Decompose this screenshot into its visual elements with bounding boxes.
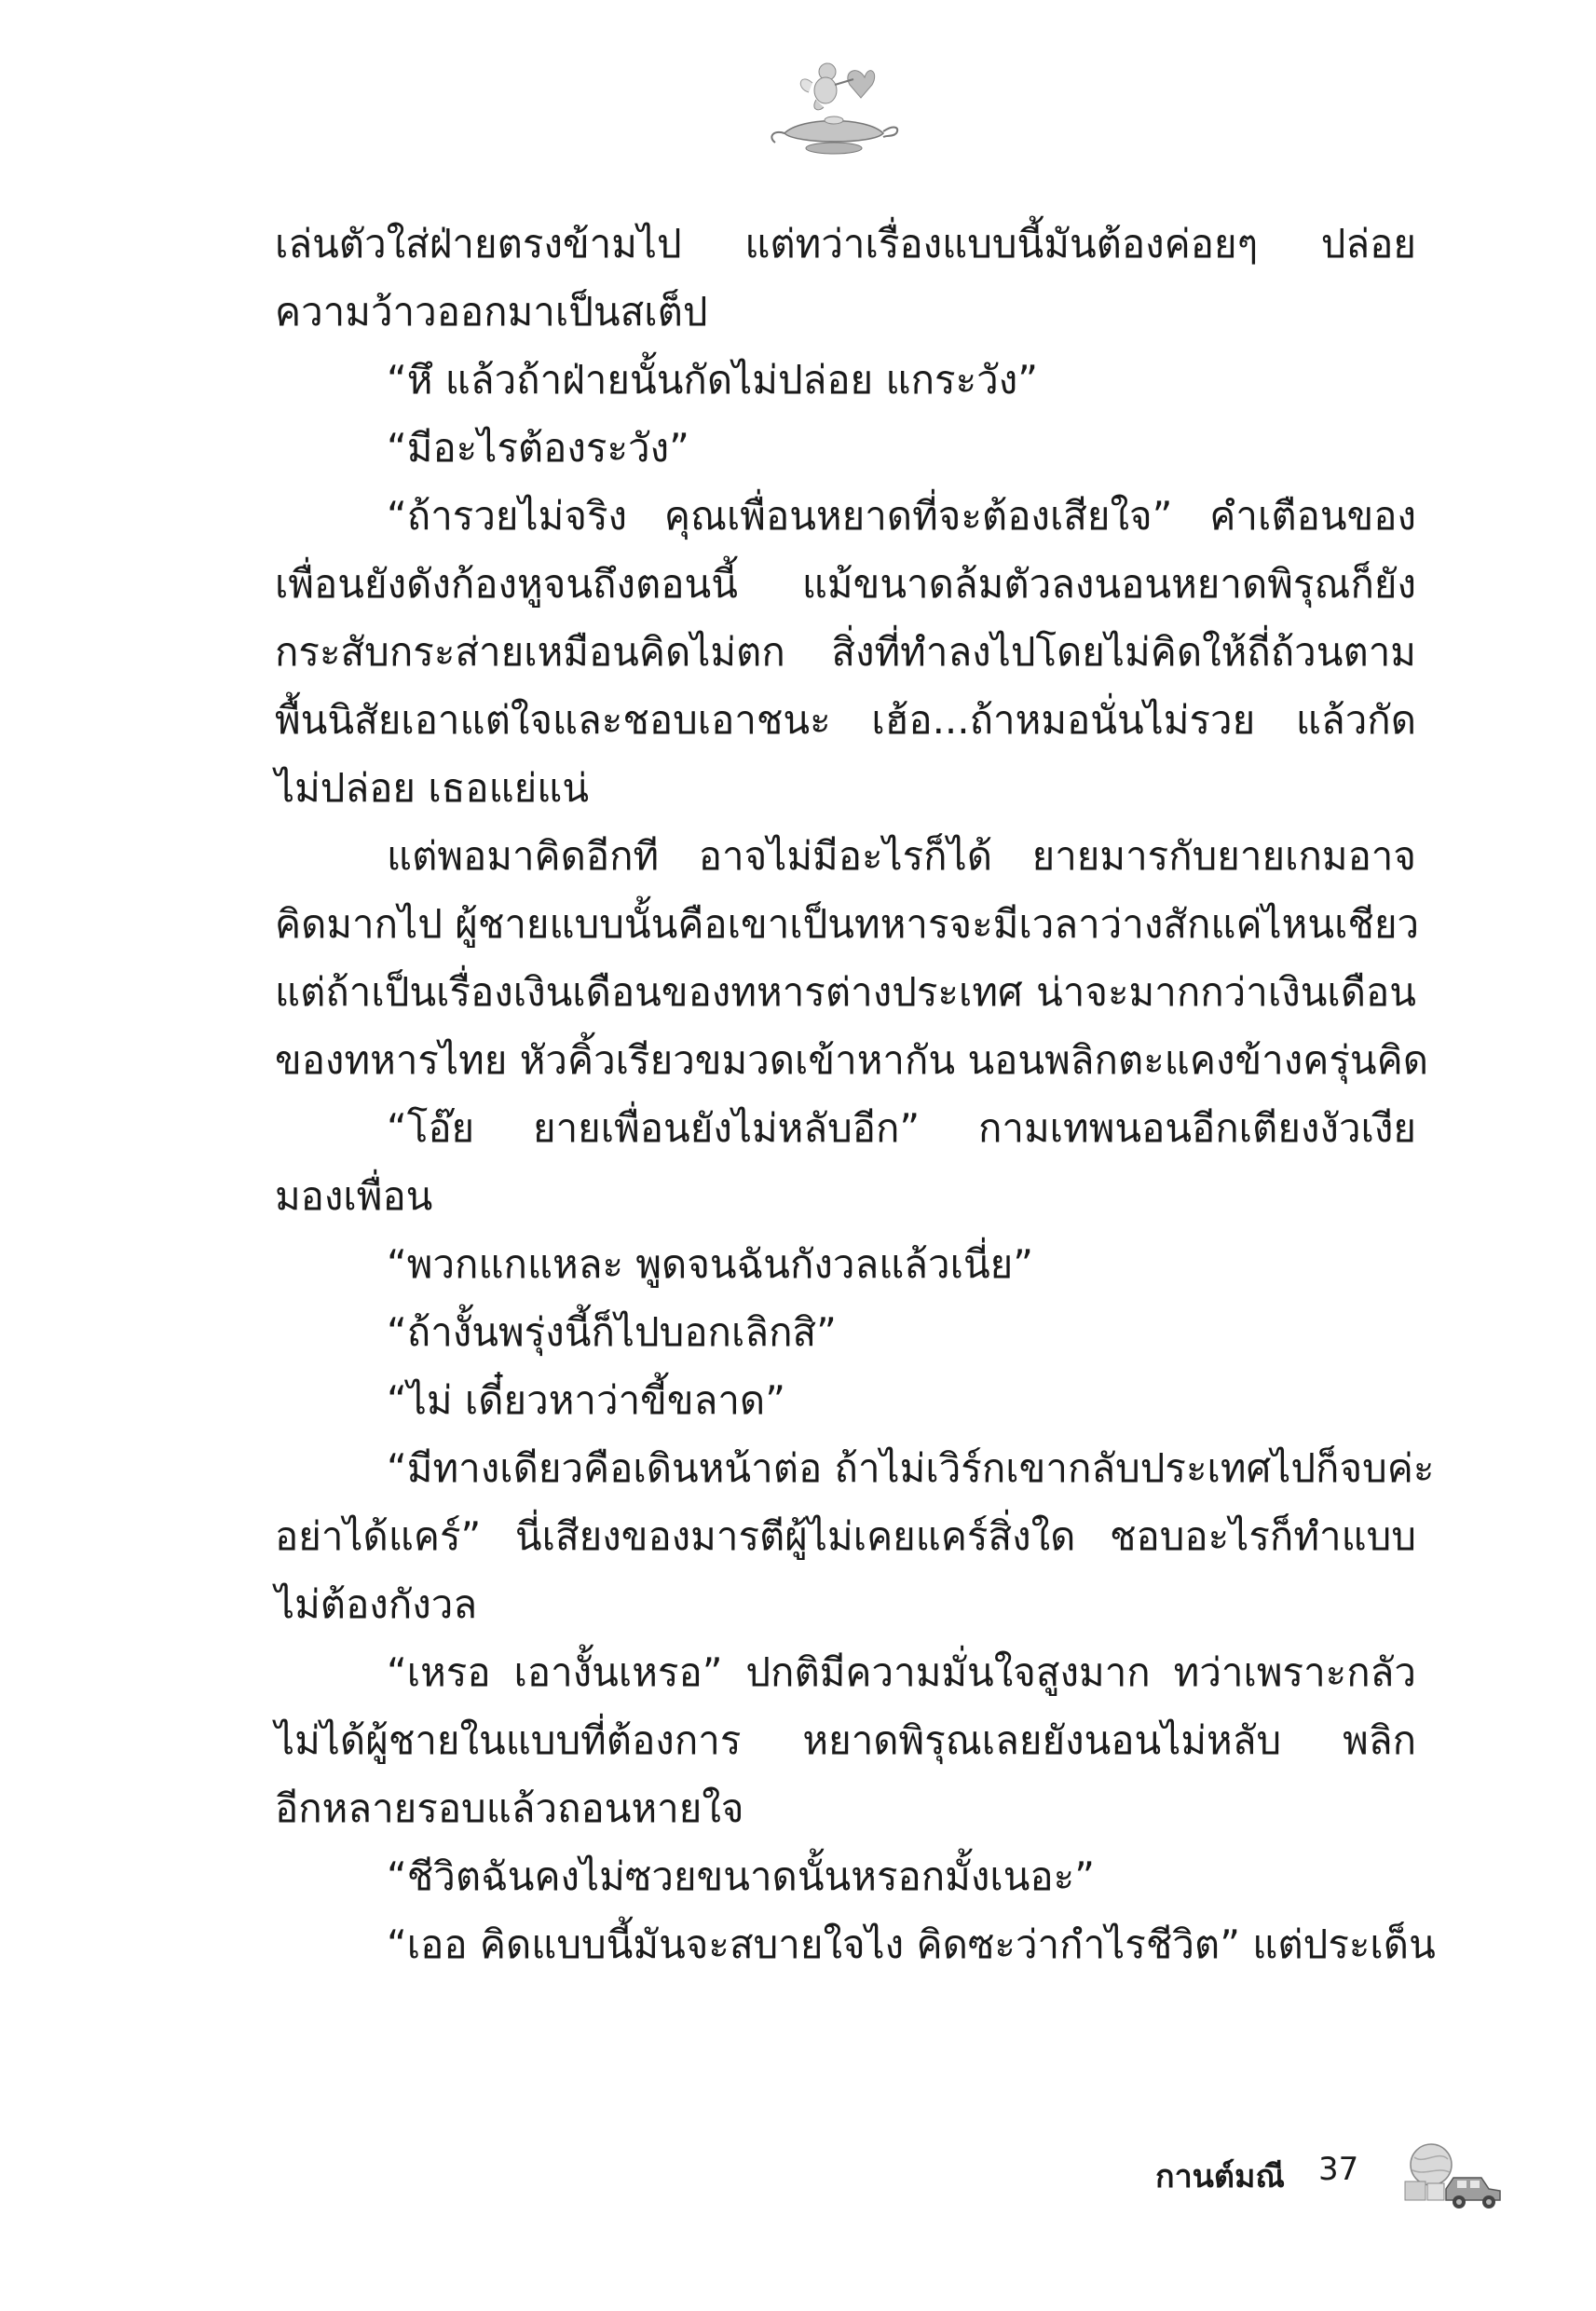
text-line: “ชีวิตฉันคงไม่ซวยขนาดนั้นหรอกมั้งเนอะ”: [387, 1853, 1095, 1899]
text-line: ความว้าวออกมาเป็นสเต็ป: [275, 289, 708, 335]
text-line: มองเพื่อน: [275, 1173, 433, 1219]
text-line: “ถ้ารวยไม่จริง คุณเพื่อนหยาดที่จะต้องเสียใจ” คำเตือนของ: [387, 493, 1416, 539]
book-title: กานต์มณี: [1155, 2158, 1285, 2195]
text-line: “เออ คิดแบบนี้มันจะสบายใจไง คิดซะว่ากำไรชีวิต” แต่ประเด็น: [387, 1921, 1436, 1967]
text-line: เล่นตัวใส่ฝ่ายตรงข้ามไป แต่ทว่าเรื่องแบบนี้มันต้องค่อยๆ ปล่อย: [275, 221, 1416, 267]
text-line: “มีทางเดียวคือเดินหน้าต่อ ถ้าไม่เวิร์กเขากลับประเทศไปก็จบค่ะ: [387, 1445, 1435, 1491]
text-line: พื้นนิสัยเอาแต่ใจและชอบเอาชนะ เฮ้อ...ถ้าหมอนั่นไม่รวย แล้วกัด: [275, 697, 1416, 743]
body-text: [275, 210, 1436, 1978]
page-number: 37: [1318, 2151, 1359, 2188]
text-line: “โอ๊ย ยายเพื่อนยังไม่หลับอีก” กามเทพนอนอีกเตียงงัวเงีย: [387, 1105, 1416, 1151]
text-line: “ถ้างั้นพรุ่งนี้ก็ไปบอกเลิกสิ”: [387, 1309, 837, 1355]
text-line: เพื่อนยังดังก้องหูจนถึงตอนนี้ แม้ขนาดล้มตัวลงนอนหยาดพิรุณก็ยัง: [275, 561, 1416, 607]
text-line: ไม่ต้องกังวล: [275, 1581, 478, 1627]
text-line: “หึ แล้วถ้าฝ่ายนั้นกัดไม่ปล่อย แกระวัง”: [387, 357, 1038, 403]
text-line: “ไม่ เดี๋ยวหาว่าขี้ขลาด”: [387, 1377, 785, 1423]
text-line: คิดมากไป ผู้ชายแบบนั้นคือเขาเป็นทหารจะมีเวลาว่างสักแค่ไหนเชียว: [275, 901, 1420, 947]
text-line: กระสับกระส่ายเหมือนคิดไม่ตก สิ่งที่ทำลงไปโดยไม่คิดให้ถี่ถ้วนตาม: [275, 629, 1416, 675]
text-line: “พวกแกแหละ พูดจนฉันกังวลแล้วเนี่ย”: [387, 1241, 1034, 1287]
text-line: แต่พอมาคิดอีกที อาจไม่มีอะไรก็ได้ ยายมารกับยายเกมอาจ: [387, 833, 1416, 879]
cupid-genie-lamp-icon: [764, 51, 904, 163]
toy-car-globe-icon: [1398, 2137, 1505, 2211]
text-line: แต่ถ้าเป็นเรื่องเงินเดือนของทหารต่างประเทศ น่าจะมากกว่าเงินเดือน: [275, 969, 1416, 1015]
text-line: “เหรอ เอางั้นเหรอ” ปกติมีความมั่นใจสูงมาก ทว่าเพราะกลัว: [387, 1649, 1416, 1695]
page-footer: [1118, 2132, 1509, 2216]
text-line: อย่าได้แคร์” นี่เสียงของมารตีผู้ไม่เคยแคร์สิ่งใด ชอบอะไรก็ทำแบบ: [275, 1513, 1416, 1559]
text-line: “มีอะไรต้องระวัง”: [387, 425, 689, 471]
text-line: อีกหลายรอบแล้วถอนหายใจ: [275, 1785, 744, 1831]
text-line: ไม่ปล่อย เธอแย่แน่: [275, 765, 590, 811]
text-line: ของทหารไทย หัวคิ้วเรียวขมวดเข้าหากัน นอนพลิกตะแคงข้างครุ่นคิด: [275, 1037, 1428, 1083]
text-line: ไม่ได้ผู้ชายในแบบที่ต้องการ หยาดพิรุณเลยยังนอนไม่หลับ พลิก: [275, 1717, 1416, 1763]
